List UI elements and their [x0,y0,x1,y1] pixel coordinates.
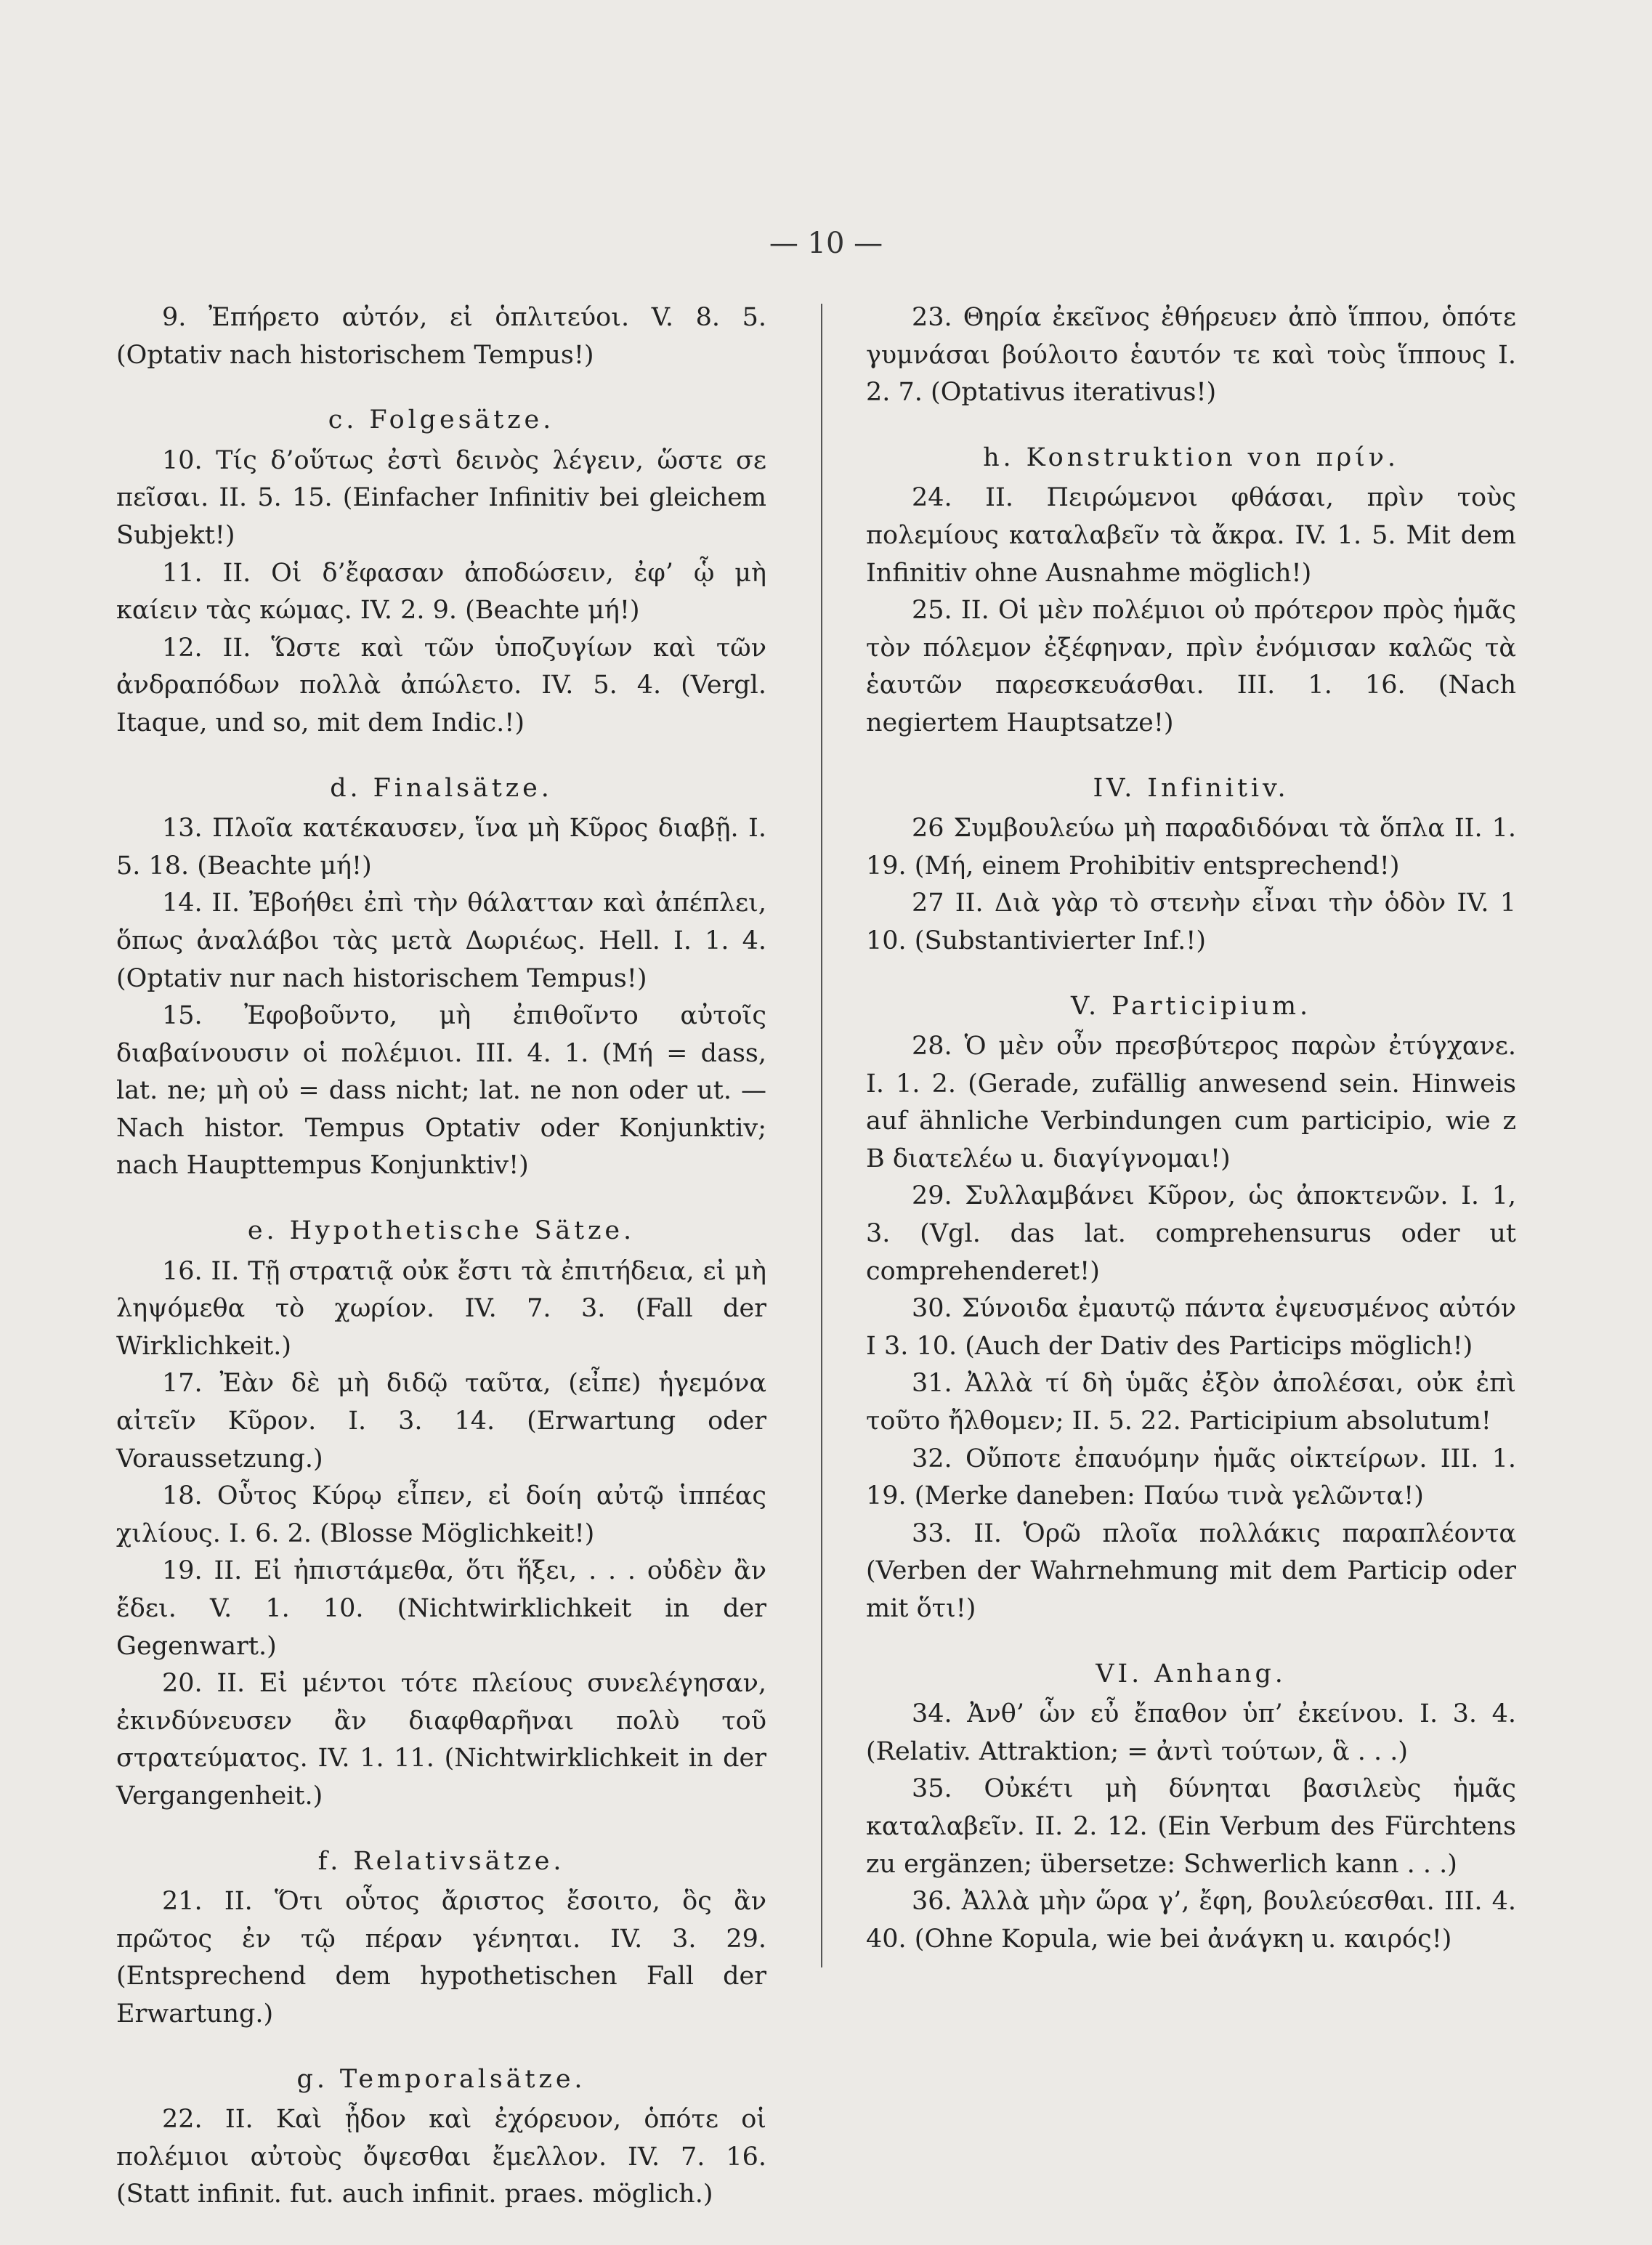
example-entry: 12. II. Ὥστε καὶ τῶν ὑποζυγίων καὶ τῶν ἀνδραπόδων πολλὰ ἀπώλετο. IV. 5. 4. (Vergl. Itaque, und so, mit dem Indic.!) [116,633,766,737]
example-entry: 36. Ἀλλὰ μὴν ὥρα γ’, ἔφη, βουλεύεσθαι. III. 4. 40. (Ohne Kopula, wie bei ἀνάγκη u. καιρός!) [866,1887,1516,1954]
section-heading: c. Folgesätze. [328,405,555,435]
example-entry: 23. Θηρία ἐκεῖνος ἐθήρευεν ἀπὸ ἵππου, ὁπότε γυμνάσαι βούλοιτο ἑαυτόν τε καὶ τοὺς ἵππους I. 2. 7. (Optativus iterativus!) [866,303,1516,408]
column-divider [821,304,822,1967]
section-heading: g. Temporalsätze. [296,2064,586,2094]
example-entry: 30. Σύνοιδα ἐμαυτῷ πάντα ἐψευσμένος αὐτόν I 3. 10. (Auch der Dativ des Particips möglich!) [866,1294,1516,1361]
example-entry: 35. Οὐκέτι μὴ δύνηται βασιλεὺς ἡμᾶς καταλαβεῖν. II. 2. 12. (Ein Verbum des Fürchtens zu ergänzen; übersetze: Schwerlich kann . . .) [866,1774,1516,1879]
example-entry: 29. Συλλαμβάνει Κῦρον, ὡς ἀποκτενῶν. I. 1, 3. (Vgl. das lat. comprehensurus oder ut comprehenderet!) [866,1181,1516,1286]
example-entry: 10. Τίς δ’οὕτως ἐστὶ δεινὸς λέγειν, ὥστε σε πεῖσαι. II. 5. 15. (Einfacher Infinitiv bei gleichem Subjekt!) [116,445,766,550]
example-entry: 28. Ὁ μὲν οὖν πρεσβύτερος παρὼν ἐτύγχανε. I. 1. 2. (Gerade, zufällig anwesend sein. Hinweis auf ähnliche Verbindungen cum participio, wie z B διατελέω u. διαγίγνομαι!) [866,1032,1516,1173]
example-entry: 31. Ἀλλὰ τί δὴ ὑμᾶς ἐξὸν ἀπολέσαι, οὐκ ἐπὶ τοῦτο ἤλθομεν; II. 5. 22. Participium absolutum! [866,1369,1516,1436]
section-heading: IV. Infinitiv. [1093,773,1289,803]
example-entry: 24. II. Πειρώμενοι φθάσαι, πρὶν τοὺς πολεμίους καταλαβεῖν τὰ ἄκρα. IV. 1. 5. Mit dem Infinitiv ohne Ausnahme möglich!) [866,483,1516,588]
example-entry: 19. II. Εἰ ἠπιστάμεθα, ὅτι ἥξει, . . . οὐδὲν ἂν ἔδει. V. 1. 10. (Nichtwirklichkeit in der Gegenwart.) [116,1556,766,1661]
example-entry: 18. Οὗτος Κύρῳ εἶπεν, εἰ δοίη αὐτῷ ἱππέας χιλίους. I. 6. 2. (Blosse Möglichkeit!) [116,1481,766,1548]
section-heading: f. Relativsätze. [317,1846,565,1876]
example-entry: 20. II. Εἰ μέντοι τότε πλείους συνελέγησαν, ἐκινδύνευσεν ἂν διαφθαρῆναι πολὺ τοῦ στρατεύματος. IV. 1. 11. (Nichtwirklichkeit in der Vergangenheit.) [116,1669,766,1811]
right-column [866,299,1516,1958]
example-entry: 13. Πλοῖα κατέκαυσεν, ἵνα μὴ Κῦρος διαβῇ. I. 5. 18. (Beachte μή!) [116,814,766,881]
example-entry: 17. Ἐὰν δὲ μὴ διδῷ ταῦτα, (εἶπε) ἡγεμόνα αἰτεῖν Κῦρον. I. 3. 14. (Erwartung oder Voraussetzung.) [116,1369,766,1473]
example-entry: 16. II. Τῇ στρατιᾷ οὐκ ἔστι τὰ ἐπιτήδεια, εἰ μὴ ληψόμεθα τὸ χωρίον. IV. 7. 3. (Fall der Wirklichkeit.) [116,1256,766,1361]
example-entry: 11. II. Οἱ δ’ἔφασαν ἀποδώσειν, ἐφ’ ᾧ μὴ καίειν τὰς κώμας. IV. 2. 9. (Beachte μή!) [116,558,766,626]
example-entry: 9. Ἐπήρετο αὐτόν, εἰ ὁπλιτεύοι. V. 8. 5. (Optativ nach historischem Tempus!) [116,303,766,370]
left-column [116,299,766,2214]
section-heading: VI. Anhang. [1096,1659,1287,1688]
example-entry: 32. Οὔποτε ἐπαυόμην ἡμᾶς οἰκτείρων. III. 1. 19. (Merke daneben: Παύω τινὰ γελῶντα!) [866,1444,1516,1511]
example-entry: 33. II. Ὁρῶ πλοῖα πολλάκις παραπλέοντα (Verben der Wahrnehmung mit dem Particip oder mit ὅτι!) [866,1518,1516,1623]
example-entry: 27 II. Διὰ γὰρ τὸ στενὴν εἶναι τὴν ὁδὸν IV. 1 10. (Substantivierter Inf.!) [866,889,1516,955]
example-entry: 26 Συμβουλεύω μὴ παραδιδόναι τὰ ὅπλα II. 1. 19. (Μή, einem Prohibitiv entsprechend!) [866,814,1516,881]
section-heading: h. Konstruktion von πρίν. [983,442,1399,472]
section-heading: d. Finalsätze. [330,773,553,803]
example-entry: 14. II. Ἐβοήθει ἐπὶ τὴν θάλατταν καὶ ἀπέπλει, ὅπως ἀναλάβοι τὰς μετὰ Δωριέως. Hell. I. 1. 4. (Optativ nur nach historischem Tempus!) [116,889,766,993]
example-entry: 34. Ἀνθ’ ὧν εὖ ἔπαθον ὑπ’ ἐκείνου. I. 3. 4. (Relativ. Attraktion; = ἀντὶ τούτων, ἃ . . .) [866,1699,1516,1766]
example-entry: 25. II. Οἱ μὲν πολέμιοι οὐ πρότερον πρὸς ἡμᾶς τὸν πόλεμον ἐξέφηναν, πρὶν ἐνόμισαν καλῶς τὰ ἑαυτῶν παρεσκευάσθαι. III. 1. 16. (Nach negiertem Hauptsatze!) [866,596,1516,737]
example-entry: 15. Ἐφοβοῦντο, μὴ ἐπιθοῖντο αὐτοῖς διαβαίνουσιν οἱ πολέμιοι. III. 4. 1. (Μή = dass, lat. ne; μὴ οὐ = dass nicht; lat. ne non oder ut. — Nach histor. Tempus Optativ oder Konjunktiv; nach Haupttempus Konjunktiv!) [116,1001,766,1181]
example-entry: 22. II. Καὶ ᾖδον καὶ ἐχόρευον, ὁπότε οἱ πολέμιοι αὐτοὺς ὄψεσθαι ἔμελλον. IV. 7. 16. (Statt infinit. fut. auch infinit. praes. möglich.) [116,2105,766,2209]
page-number: — 10 — [769,227,883,260]
example-entry: 21. II. Ὅτι οὗτος ἄριστος ἔσοιτο, ὃς ἂν πρῶτος ἐν τῷ πέραν γένηται. IV. 3. 29. (Entsprechend dem hypothetischen Fall der Erwartung.) [116,1887,766,2028]
section-heading: V. Participium. [1071,991,1311,1021]
section-heading: e. Hypothetische Sätze. [247,1216,636,1246]
